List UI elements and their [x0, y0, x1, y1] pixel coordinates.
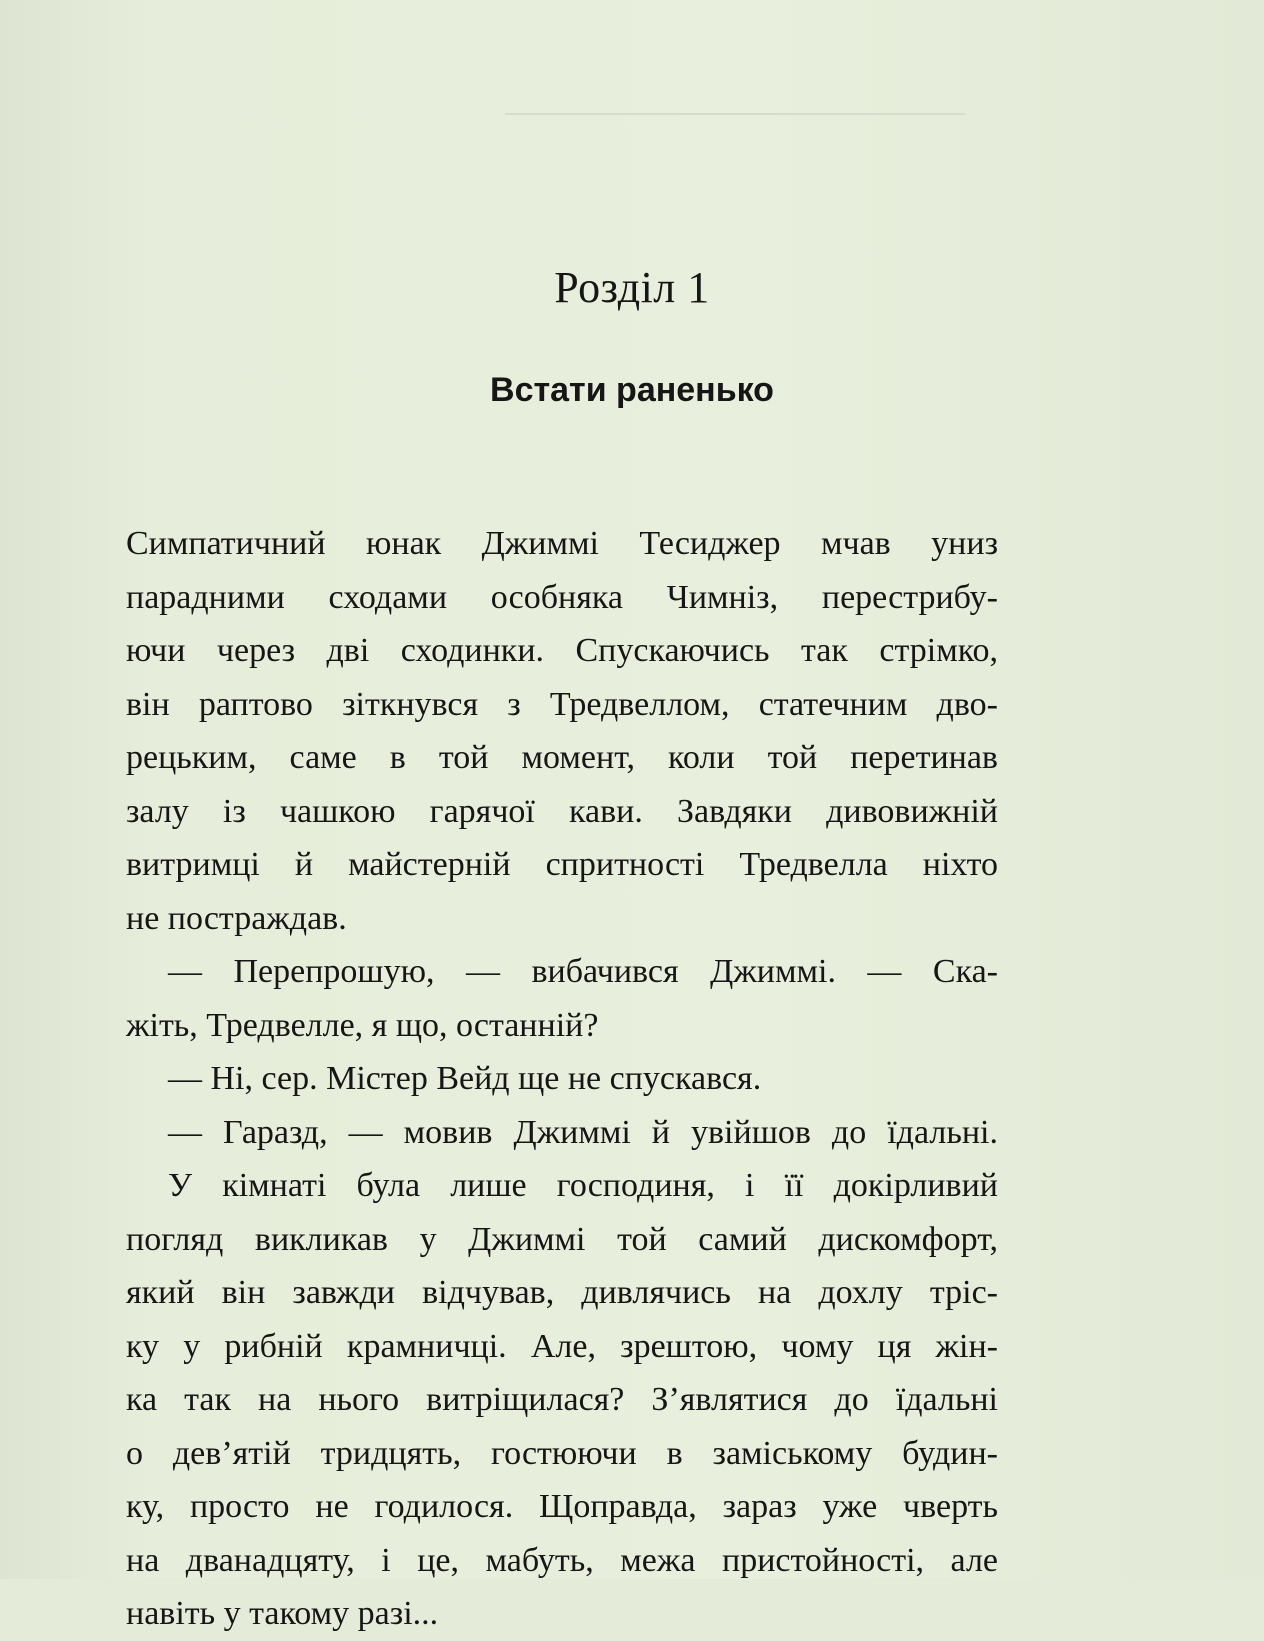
text-line: ку, просто не годилося. Щоправда, зараз уже чверть	[126, 1488, 998, 1525]
text-line: ка так на нього витріщилася? З’являтися до їдальні	[126, 1381, 998, 1418]
text-line: ючи через дві сходинки. Спускаючись так стрімко,	[126, 632, 998, 669]
text-line: рецьким, саме в той момент, коли той перетинав	[126, 739, 998, 776]
text-line: У кімнаті була лише господиня, і її докірливий	[168, 1167, 998, 1204]
text-line: навіть у такому разі...	[126, 1595, 439, 1632]
text-line: — Гаразд, — мовив Джиммі й увійшов до їдальні.	[168, 1113, 998, 1151]
text-line: не постраждав.	[126, 899, 347, 937]
text-line: залу із чашкою гарячої кави. Завдяки дивовижній	[126, 792, 998, 830]
text-line: погляд викликав у Джиммі той самий дискомфорт,	[126, 1220, 998, 1258]
text-line: витримці й майстерній спритності Тредвелла ніхто	[126, 846, 998, 883]
body-text	[126, 517, 998, 1641]
text-line: який він завжди відчував, дивлячись на дохлу тріс-	[126, 1274, 998, 1311]
chapter-title: Розділ 1	[554, 263, 710, 312]
running-header-rule	[505, 113, 965, 115]
text-line: парадними сходами особняка Чимніз, перестрибу-	[126, 578, 998, 616]
text-line: Симпатичний юнак Джиммі Тесиджер мчав униз	[126, 525, 998, 562]
text-line: на дванадцяту, і це, мабуть, межа пристойності, але	[126, 1541, 998, 1579]
text-line: — Ні, сер. Містер Вейд ще не спускався.	[168, 1060, 762, 1097]
chapter-subtitle: Встати раненько	[490, 371, 774, 409]
text-line: жіть, Тредвелле, я що, останній?	[126, 1006, 599, 1044]
text-line: він раптово зіткнувся з Тредвеллом, статечним дво-	[126, 685, 998, 723]
text-line: ку у рибній крамничці. Але, зрештою, чому ця жін-	[126, 1327, 998, 1365]
text-line: о дев’ятій тридцять, гостюючи в заміському будин-	[126, 1434, 998, 1472]
text-line: — Перепрошую, — вибачився Джиммі. — Ска-	[168, 953, 998, 990]
